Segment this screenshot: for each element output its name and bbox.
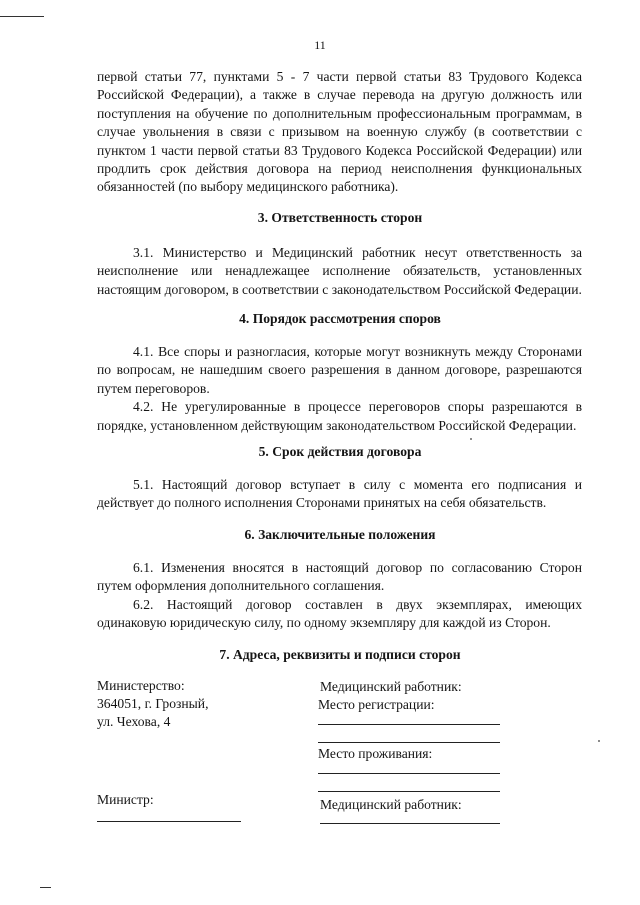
ministry-address-line2: ул. Чехова, 4 xyxy=(97,714,171,729)
section-disputes-text xyxy=(97,343,582,435)
page-number: 11 xyxy=(314,38,326,52)
paragraph-5-1: 5.1. Настоящий договор вступает в силу с момента его подписания и действует до полного исполнения Сторонами принятых на себя обязательств. xyxy=(97,477,582,511)
worker-signature-line xyxy=(320,823,500,824)
corner-mark-top-left xyxy=(0,16,44,17)
section-final-text xyxy=(97,559,582,633)
paragraph-4-1: 4.1. Все споры и разногласия, которые могут возникнуть между Сторонами по вопросам, не нашедшим своего разрешения в данном договоре, разрешаются путем переговоров. xyxy=(97,344,582,396)
section-heading-addresses: 7. Адреса, реквизиты и подписи сторон xyxy=(219,647,461,662)
scan-dot xyxy=(470,438,472,440)
registration-label: Место регистрации: xyxy=(318,697,435,712)
scan-dot xyxy=(598,740,600,742)
signature-left-block xyxy=(97,677,208,731)
paragraph-6-2: 6.2. Настоящий договор составлен в двух экземплярах, имеющих одинаковую юридическую силу, по одному экземпляру для каждой из Сторон. xyxy=(97,596,582,631)
section-heading-disputes: 4. Порядок рассмотрения споров xyxy=(239,311,441,326)
section-heading-responsibility: 3. Ответственность сторон xyxy=(257,210,423,225)
corner-mark-bottom-left xyxy=(40,887,51,888)
registration-line-2 xyxy=(318,742,500,743)
worker-party-label: Медицинский работник: xyxy=(320,679,462,694)
paragraph-3-1: 3.1. Министерство и Медицинский работник несут ответственность за неисполнение или ненадлежащее исполнение обязательств, установленных настоящим договором, в соответствии с законодательством Российской Федерации. xyxy=(97,245,582,297)
section-term-text xyxy=(97,476,582,513)
minister-signature-line xyxy=(97,821,241,822)
ministry-party-label: Министерство: xyxy=(97,678,185,693)
residence-line-2 xyxy=(318,791,500,792)
registration-line-1 xyxy=(318,724,500,725)
worker-signer-label: Медицинский работник: xyxy=(320,797,462,812)
paragraph-4-2: 4.2. Не урегулированные в процессе переговоров споры разрешаются в порядке, установленном действующим законодательством Российской Федерации. xyxy=(97,399,582,433)
residence-line-1 xyxy=(318,773,500,774)
section-heading-final: 6. Заключительные положения xyxy=(244,527,436,542)
ministry-address-line1: 364051, г. Грозный, xyxy=(97,696,209,711)
section-heading-term: 5. Срок действия договора xyxy=(258,444,422,459)
intro-text-block xyxy=(97,68,582,197)
section-responsibility-text xyxy=(97,244,582,299)
residence-label: Место проживания: xyxy=(318,746,433,761)
paragraph-6-1: 6.1. Изменения вносятся в настоящий договор по согласованию Сторон путем оформления дополнительного соглашения. xyxy=(97,560,582,594)
intro-paragraph: первой статьи 77, пунктами 5 - 7 части первой статьи 83 Трудового Кодекса Российской Федерации), а также в случае перевода на другую должность или поступления на обучение по дополнительным профессиональным программам, в случае увольнения в связи с призывом на военную службу (в соответствии с пунктом 1 части первой статьи 83 Трудового Кодекса Российской Федерации) или продлить срок действия договора на период неисполнения функциональных обязанностей (по выбору медицинского работника). xyxy=(97,69,582,195)
minister-signer-label: Министр: xyxy=(97,792,154,807)
